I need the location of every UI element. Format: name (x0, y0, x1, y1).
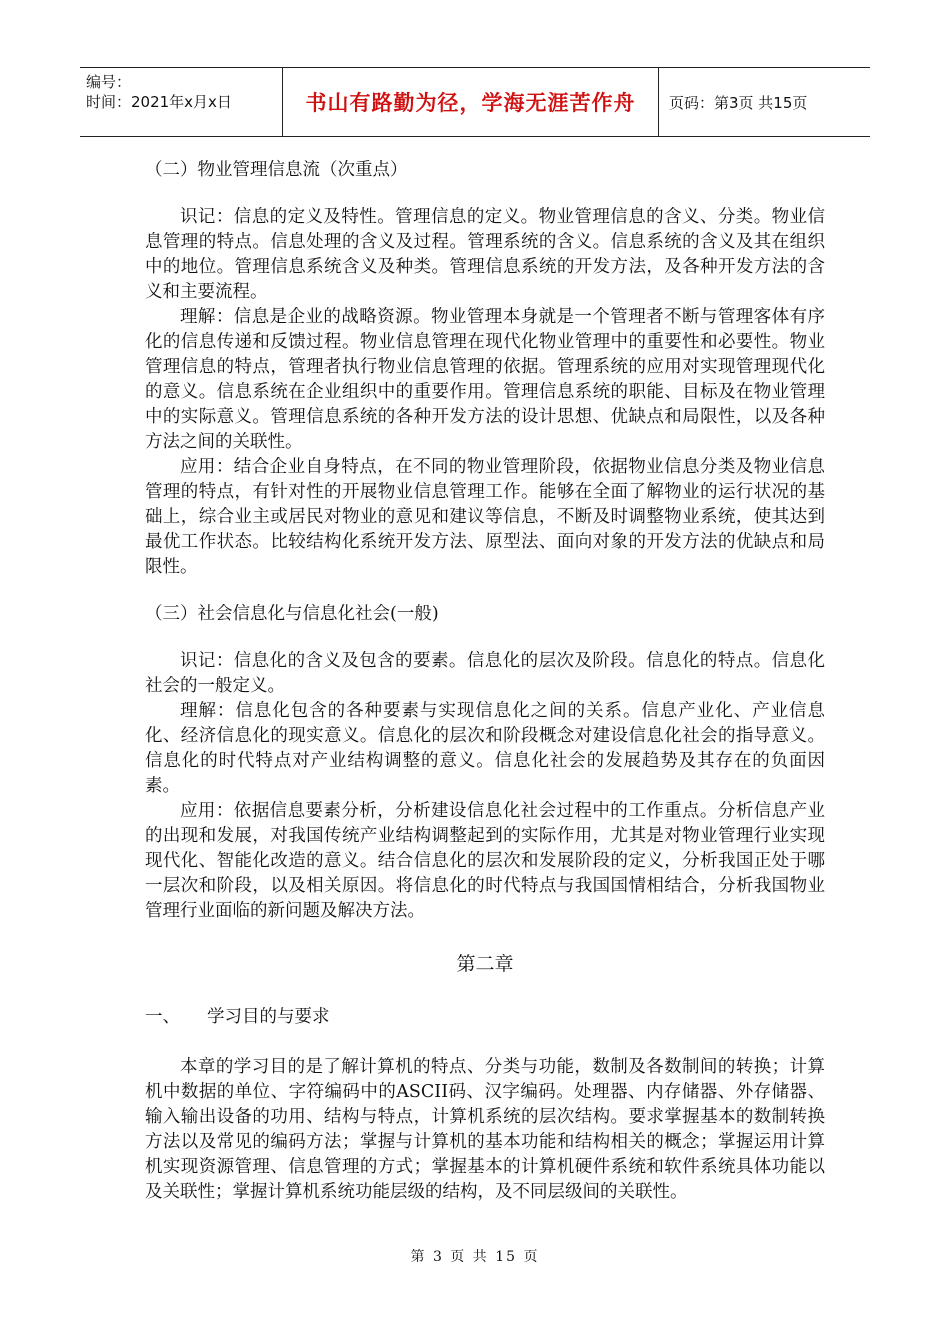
paragraph: 识记：信息化的含义及包含的要素。信息化的层次及阶段。信息化的特点。信息化社会的一般定义。 (145, 651, 825, 696)
section-heading: （二）物业管理信息流（次重点） (145, 160, 408, 180)
paragraph: 本章的学习目的是了解计算机的特点、分类与功能，数制及各数制间的转换；计算机中数据的单位、字符编码中的ASCII码、汉字编码。处理器、内存储器、外存储器、输入输出设备的功用、结构与特点，计算机系统的层次结构。要求掌握基本的数制转换方法以及常见的编码方法；掌握与计算机的基本功能和结构相关的概念；掌握运用计算机实现资源管理、信息管理的方式；掌握基本的计算机硬件系统和软件系统具体功能以及关联性；掌握计算机系统功能层级的结构，及不同层级间的关联性。 (145, 1057, 825, 1202)
document-body (145, 158, 825, 1205)
chapter-title: 第二章 (456, 953, 514, 975)
header-page-info: 页码：第3页 共15页 (669, 93, 808, 112)
paragraph: 理解：信息化包含的各种要素与实现信息化之间的关系。信息产业化、产业信息化、经济信息化的现实意义。信息化的层次和阶段概念对建设信息化社会的指导意义。信息化的时代特点对产业结构调整的意义。信息化社会的发展趋势及其存在的负面因素。 (145, 701, 825, 796)
number-label: 编号： (86, 73, 132, 91)
paragraph: 理解：信息是企业的战略资源。物业管理本身就是一个管理者不断与管理客体有序化的信息传递和反馈过程。物业信息管理在现代化物业管理中的重要性和必要性。物业管理信息的特点，管理者执行物业信息管理的依据。管理系统的应用对实现管理现代化的意义。信息系统在企业组织中的重要作用。管理信息系统的职能、目标及在物业管理中的实际意义。管理信息系统的各种开发方法的设计思想、优缺点和局限性，以及各种方法之间的关联性。 (145, 307, 825, 452)
header-motto: 书山有路勤为径，学海无涯苦作舟 (283, 68, 659, 136)
page-header (80, 67, 870, 137)
paragraph: 应用：依据信息要素分析，分析建设信息化社会过程中的工作重点。分析信息产业的出现和发展，对我国传统产业结构调整起到的实际作用，尤其是对物业管理行业实现现代化、智能化改造的意义。结合信息化的层次和发展阶段的定义，分析我国正处于哪一层次和阶段，以及相关原因。将信息化的时代特点与我国国情相结合，分析我国物业管理行业面临的新问题及解决方法。 (145, 801, 825, 921)
header-meta (80, 68, 283, 136)
paragraph: 应用：结合企业自身特点，在不同的物业管理阶段，依据物业信息分类及物业信息管理的特点，有针对性的开展物业信息管理工作。能够在全面了解物业的运行状况的基础上，综合业主或居民对物业的意见和建议等信息，不断及时调整物业系统，使其达到最优工作状态。比较结构化系统开发方法、原型法、面向对象的开发方法的优缺点和局限性。 (145, 457, 825, 577)
chapter-section-heading (145, 1005, 825, 1030)
page-footer: 第 3 页 共 15 页 (410, 1249, 540, 1265)
section-number: 一、 (145, 1007, 180, 1027)
section-title: 学习目的与要求 (207, 1007, 330, 1027)
paragraph: 识记：信息的定义及特性。管理信息的定义。物业管理信息的含义、分类。物业信息管理的特点。信息处理的含义及过程。管理系统的含义。信息系统的含义及其在组织中的地位。管理信息系统含义及种类。管理信息系统的开发方法，及各种开发方法的含义和主要流程。 (145, 207, 825, 302)
section-heading: （三）社会信息化与信息化社会(一般) (145, 604, 439, 624)
time-label: 时间：2021年x月x日 (86, 93, 232, 111)
